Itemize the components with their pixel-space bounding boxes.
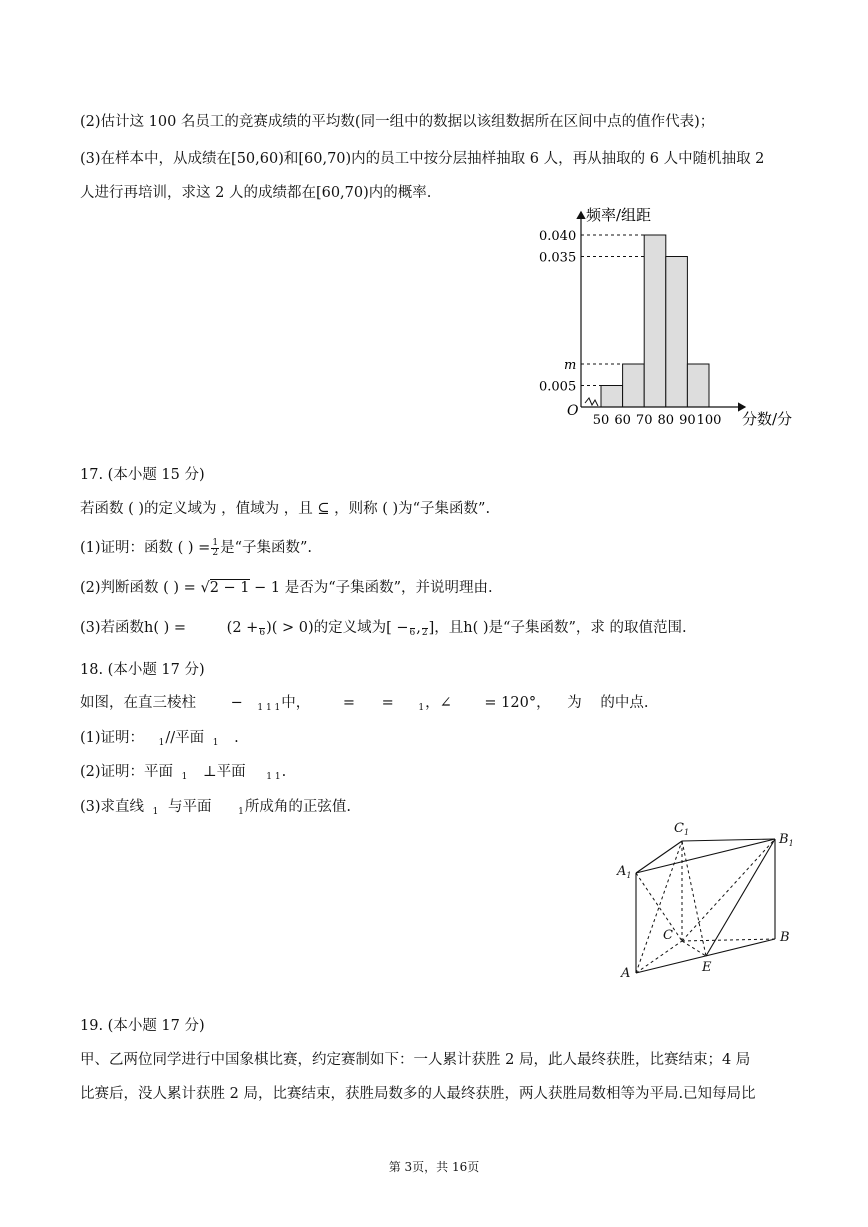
q18-part2-b: ⊥平面 <box>203 764 246 780</box>
q19-line2: 比赛后，没人累计获胜 2 局，比赛结束，获胜局数多的人最终获胜，两人获胜局数相等为平局.已知每局比 <box>80 1086 756 1102</box>
q18-header: 18. (本小题 17 分) <box>80 662 205 678</box>
axis-break-mark <box>585 398 598 406</box>
histogram-chart <box>520 200 810 435</box>
q17-part1-text-b: 是“子集函数”. <box>220 540 313 556</box>
fraction-denominator: 6 <box>259 627 266 638</box>
q18-part2-c: . <box>281 764 287 780</box>
q17-part3-text-c: )( > 0)的定义域为[ − <box>266 620 409 636</box>
edge-a1-c1 <box>636 841 682 873</box>
segment-e-b1 <box>706 839 775 956</box>
q18-part1-sub: 1 <box>158 738 165 748</box>
q18-intro <box>80 693 648 718</box>
page-footer: 第 3页，共 16页 <box>388 1160 480 1174</box>
q17-part1-text-a: (1)证明：函数 ( ) = <box>80 540 211 556</box>
histogram-bar <box>623 364 645 407</box>
q17-part3-text-b: (2 + <box>226 620 259 636</box>
comma: , <box>416 620 421 636</box>
q18-intro-h: 为 <box>567 695 582 711</box>
x-axis-label: 分数/分 <box>742 410 793 428</box>
x-tick-label: 50 <box>592 413 610 428</box>
edge-c-b <box>682 939 775 941</box>
fraction-pi-over-2 <box>422 619 428 638</box>
q18-intro-c: 中， <box>281 695 311 711</box>
fraction-denominator: 2 <box>421 627 428 638</box>
q18-intro-a: 如图，在直三棱柱 <box>80 695 196 711</box>
fraction-denominator: 2 <box>212 547 219 558</box>
fraction-pi-over-6-b <box>410 619 416 638</box>
q18-part1-c: . <box>234 730 239 746</box>
fraction-one-half <box>211 539 219 558</box>
origin-label: O <box>567 403 579 419</box>
q17-part3 <box>80 618 687 638</box>
q18-part3-sub: 1 <box>152 807 159 817</box>
sqrt-sign: √ <box>200 580 210 596</box>
q19-header: 19. (本小题 17 分) <box>80 1018 205 1034</box>
q18-intro-f: ，∠ <box>425 695 452 711</box>
q18-intro-e: = <box>381 695 394 711</box>
q16-part3-line2: 人进行再培训，求这 2 人的成绩都在[60,70)内的概率. <box>80 185 432 201</box>
histogram-bar <box>666 257 688 408</box>
fraction-pi-over-6-a <box>259 619 265 638</box>
y-tick-label: 0.040 <box>539 229 577 244</box>
segment-a-c1 <box>636 841 682 973</box>
fraction-numerator: 1 <box>212 537 219 548</box>
q18-part1 <box>80 728 239 753</box>
q17-part3-text-d: ]，且h( )是“子集函数”，求 的取值范围. <box>428 620 687 636</box>
edge-a1-b1 <box>636 839 775 873</box>
q18-part1-sub2: 1 <box>212 738 219 748</box>
y-tick-label: 0.035 <box>539 250 577 266</box>
x-tick-label: 100 <box>696 413 722 428</box>
q16-part2: (2)估计这 100 名员工的竞赛成绩的平均数(同一组中的数据以该组数据所在区间中点的值作代表)； <box>80 114 715 130</box>
q18-part1-a: (1)证明： <box>80 730 145 746</box>
q18-part3-a: (3)求直线 <box>80 799 145 815</box>
q18-intro-g: = 120°， <box>484 695 551 711</box>
q18-intro-b: − <box>230 695 243 711</box>
label-a: A <box>621 966 631 981</box>
q18-part2-sub: 1 <box>181 772 188 782</box>
q18-intro-i: 的中点. <box>600 695 649 711</box>
fraction-denominator: 6 <box>409 627 416 638</box>
q16-part3-line1: (3)在样本中，从成绩在[50,60)和[60,70)内的员工中按分层抽样抽取 6 人，再从抽取的 6 人中随机抽取 2 <box>80 151 765 167</box>
segment-a1-c <box>636 873 682 941</box>
y-tick-label: m <box>564 358 577 373</box>
edge-c1-b1 <box>682 839 775 841</box>
label-b: B <box>780 930 790 945</box>
label-a1: $A_1$ <box>617 864 632 880</box>
segment-c-e <box>682 941 706 956</box>
q18-part3 <box>80 797 351 822</box>
q19-line1: 甲、乙两位同学进行中国象棋比赛，约定赛制如下：一人累计获胜 2 局，此人最终获胜，比赛结束；4 局 <box>80 1052 751 1068</box>
edge-a-c <box>636 941 682 973</box>
triangular-prism-figure <box>610 815 810 990</box>
y-axis-label: 频率/组距 <box>586 206 652 224</box>
q18-part3-c: 所成角的正弦值. <box>244 799 351 815</box>
label-b1: $B_1$ <box>779 832 794 848</box>
q17-intro: 若函数 ( )的定义域为 ，值域为 ，且 ⊆ ，则称 ( )为“子集函数”. <box>80 501 491 517</box>
q18-part3-b: 与平面 <box>168 799 212 815</box>
x-tick-label: 60 <box>614 413 631 428</box>
q18-part3-sub2: 1 <box>238 807 244 817</box>
label-e: E <box>702 960 712 975</box>
q18-part1-b: //平面 <box>165 730 205 746</box>
q18-part2 <box>80 762 286 787</box>
x-tick-label: 90 <box>679 413 696 428</box>
radicand: 2 − 1 <box>209 580 250 596</box>
label-c1: $C_1$ <box>674 821 690 837</box>
label-c: C <box>663 928 673 943</box>
histogram-bar <box>687 364 709 407</box>
q18-part2-subs: 1 1 <box>266 772 281 782</box>
y-tick-label: 0.005 <box>539 379 577 395</box>
q18-part2-a: (2)证明：平面 <box>80 764 174 780</box>
histogram-bar <box>644 235 666 407</box>
q17-part1 <box>80 538 312 558</box>
q18-intro-d: = <box>342 695 356 711</box>
q17-part3-text-a: (3)若函数h( ) = <box>80 620 187 636</box>
segment-c-b1 <box>682 839 775 941</box>
histogram-bar <box>601 386 623 408</box>
q17-header: 17. (本小题 15 分) <box>80 467 205 483</box>
q17-part2-text-a: (2)判断函数 ( ) = <box>80 580 196 596</box>
x-tick-label: 70 <box>635 413 653 428</box>
q18-intro-sub1: 1 <box>418 703 425 713</box>
q18-intro-subs: 1 1 1 <box>257 703 281 713</box>
x-tick-label: 80 <box>657 413 675 428</box>
q17-part2 <box>80 578 493 598</box>
q17-part2-text-b: − 1 是否为“子集函数”，并说明理由. <box>249 580 493 596</box>
